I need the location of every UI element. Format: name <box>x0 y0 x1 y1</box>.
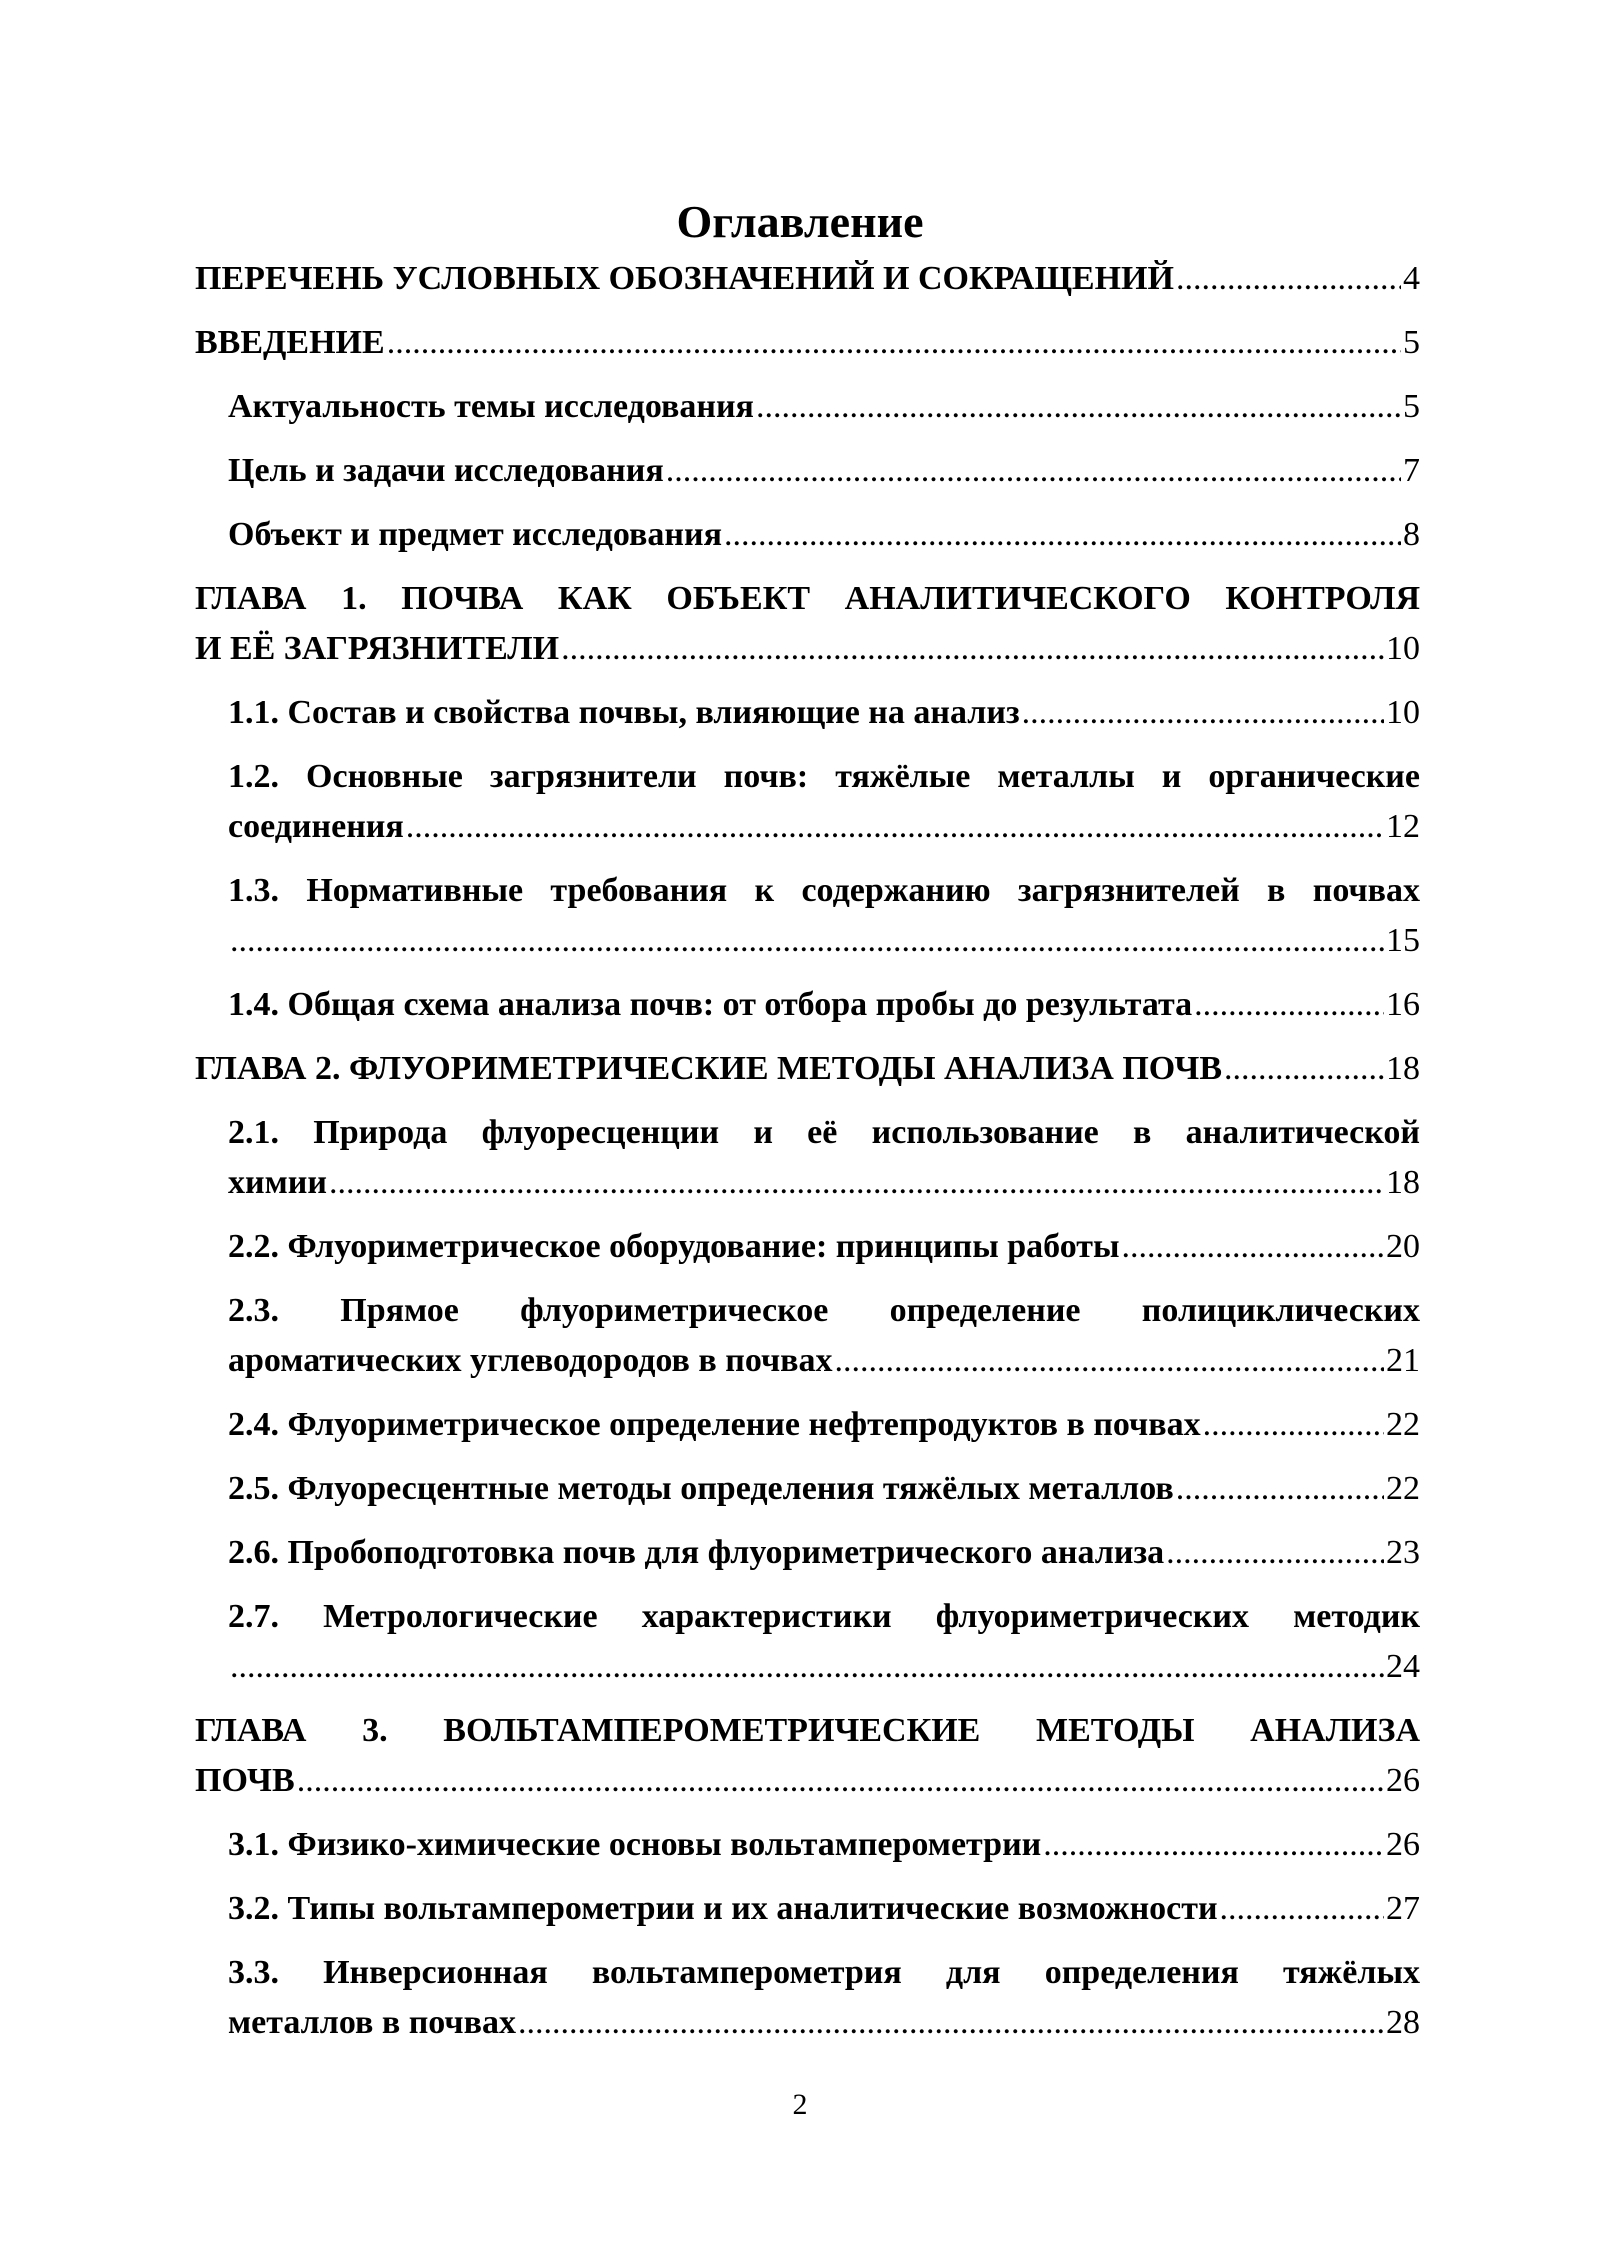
toc-entry-page: 15 <box>1386 922 1420 959</box>
toc-entry-label: ПОЧВ <box>195 1762 295 1799</box>
dot-leader <box>406 802 1384 852</box>
toc-entry-label-line1: ГЛАВА 3. ВОЛЬТАМПЕРОМЕТРИЧЕСКИЕ МЕТОДЫ АНАЛИЗА <box>195 1712 1420 1749</box>
toc-entry-page: 22 <box>1386 1470 1420 1507</box>
toc-entry-label: 2.5. Флуоресцентные методы определения тяжёлых металлов <box>228 1470 1174 1507</box>
dot-leader <box>387 318 1401 368</box>
dot-leader <box>1194 980 1384 1030</box>
toc-entry-page: 20 <box>1386 1228 1420 1265</box>
dot-leader <box>1043 1820 1384 1870</box>
dot-leader <box>1220 1884 1384 1934</box>
toc-entry-label-line1: 2.3. Прямое флуориметрическое определение полициклических <box>228 1292 1420 1329</box>
toc-entry-page: 26 <box>1386 1762 1420 1799</box>
toc-entry-label: химии <box>228 1164 327 1201</box>
table-of-contents <box>195 254 1420 2048</box>
dot-leader <box>756 382 1401 432</box>
toc-entry-page: 22 <box>1386 1406 1420 1443</box>
toc-entry-label-line1: 2.1. Природа флуоресценции и её использование в аналитической <box>228 1114 1420 1151</box>
toc-entry-page: 4 <box>1403 260 1420 297</box>
toc-entry-page: 12 <box>1386 808 1420 845</box>
toc-entry-page: 5 <box>1403 324 1420 361</box>
dot-leader <box>1176 1464 1384 1514</box>
toc-entry-page: 27 <box>1386 1890 1420 1927</box>
toc-entry[interactable] <box>195 574 1420 674</box>
toc-entry[interactable] <box>195 1820 1420 1870</box>
toc-entry[interactable] <box>195 752 1420 852</box>
toc-entry-label-line1: 1.2. Основные загрязнители почв: тяжёлые металлы и органические <box>228 758 1420 795</box>
toc-entry[interactable] <box>195 1948 1420 2048</box>
toc-entry[interactable] <box>195 382 1420 432</box>
toc-entry-page: 23 <box>1386 1534 1420 1571</box>
dot-leader <box>230 916 1384 966</box>
toc-entry-label: 2.4. Флуориметрическое определение нефтепродуктов в почвах <box>228 1406 1201 1443</box>
toc-entry[interactable] <box>195 446 1420 496</box>
toc-entry-label: 3.1. Физико-химические основы вольтамперометрии <box>228 1826 1042 1863</box>
toc-entry-page: 21 <box>1386 1342 1420 1379</box>
page-number: 2 <box>792 2088 808 2121</box>
toc-entry-label: И ЕЁ ЗАГРЯЗНИТЕЛИ <box>195 630 560 667</box>
toc-entry-page: 8 <box>1403 516 1420 553</box>
toc-entry[interactable] <box>195 1464 1420 1514</box>
toc-entry[interactable] <box>195 1400 1420 1450</box>
toc-entry-page: 26 <box>1386 1826 1420 1863</box>
toc-entry[interactable] <box>195 1706 1420 1806</box>
toc-entry-label: Актуальность темы исследования <box>228 388 754 425</box>
toc-entry-label-line1: ГЛАВА 1. ПОЧВА КАК ОБЪЕКТ АНАЛИТИЧЕСКОГО КОНТРОЛЯ <box>195 580 1420 617</box>
toc-entry-label-line1: 3.3. Инверсионная вольтамперометрия для определения тяжёлых <box>228 1954 1420 1991</box>
toc-entry-label-line1: 2.7. Метрологические характеристики флуориметрических методик <box>228 1598 1420 1635</box>
toc-entry-label-line1: 1.3. Нормативные требования к содержанию загрязнителей в почвах <box>228 872 1420 909</box>
dot-leader <box>724 510 1401 560</box>
toc-entry[interactable] <box>195 510 1420 560</box>
dot-leader <box>1166 1528 1384 1578</box>
toc-entry-label: Объект и предмет исследования <box>228 516 722 553</box>
toc-entry-page: 7 <box>1403 452 1420 489</box>
dot-leader <box>297 1756 1384 1806</box>
toc-entry-label: 1.4. Общая схема анализа почв: от отбора пробы до результата <box>228 986 1193 1023</box>
dot-leader <box>1224 1044 1384 1094</box>
toc-entry[interactable] <box>195 1528 1420 1578</box>
dot-leader <box>666 446 1401 496</box>
toc-entry-page: 18 <box>1386 1164 1420 1201</box>
toc-entry[interactable] <box>195 688 1420 738</box>
toc-entry-label: ПЕРЕЧЕНЬ УСЛОВНЫХ ОБОЗНАЧЕНИЙ И СОКРАЩЕНИЙ <box>195 260 1174 297</box>
dot-leader <box>230 1642 1384 1692</box>
toc-entry-label: ВВЕДЕНИЕ <box>195 324 385 361</box>
toc-entry-page: 10 <box>1386 694 1420 731</box>
toc-entry-page: 16 <box>1386 986 1420 1023</box>
toc-entry-label: 2.6. Пробоподготовка почв для флуориметрического анализа <box>228 1534 1165 1571</box>
toc-entry-label: соединения <box>228 808 404 845</box>
dot-leader <box>329 1158 1384 1208</box>
toc-entry-label: ароматических углеводородов в почвах <box>228 1342 833 1379</box>
toc-entry[interactable] <box>195 318 1420 368</box>
dot-leader <box>1176 254 1401 304</box>
toc-entry-label: металлов в почвах <box>228 2004 516 2041</box>
toc-entry[interactable] <box>195 1222 1420 1272</box>
toc-entry-page: 18 <box>1386 1050 1420 1087</box>
toc-entry[interactable] <box>195 254 1420 304</box>
toc-entry-label: 3.2. Типы вольтамперометрии и их аналитические возможности <box>228 1890 1218 1927</box>
dot-leader <box>1122 1222 1384 1272</box>
toc-entry-page: 24 <box>1386 1648 1420 1685</box>
toc-entry-page: 28 <box>1386 2004 1420 2041</box>
toc-entry[interactable] <box>195 866 1420 966</box>
toc-title: Оглавление <box>676 196 924 247</box>
toc-entry[interactable] <box>195 1592 1420 1692</box>
dot-leader <box>1022 688 1384 738</box>
dot-leader <box>561 624 1384 674</box>
toc-entry-page: 5 <box>1403 388 1420 425</box>
toc-entry-label: 1.1. Состав и свойства почвы, влияющие на анализ <box>228 694 1020 731</box>
toc-entry[interactable] <box>195 1884 1420 1934</box>
toc-entry[interactable] <box>195 1286 1420 1386</box>
toc-entry-label: ГЛАВА 2. ФЛУОРИМЕТРИЧЕСКИЕ МЕТОДЫ АНАЛИЗА ПОЧВ <box>195 1050 1223 1087</box>
toc-entry-label: 2.2. Флуориметрическое оборудование: принципы работы <box>228 1228 1120 1265</box>
toc-entry-page: 10 <box>1386 630 1420 667</box>
dot-leader <box>835 1336 1384 1386</box>
dot-leader <box>518 1998 1384 2048</box>
dot-leader <box>1203 1400 1384 1450</box>
toc-entry-label: Цель и задачи исследования <box>228 452 664 489</box>
toc-entry[interactable] <box>195 1044 1420 1094</box>
toc-entry[interactable] <box>195 1108 1420 1208</box>
toc-entry[interactable] <box>195 980 1420 1030</box>
